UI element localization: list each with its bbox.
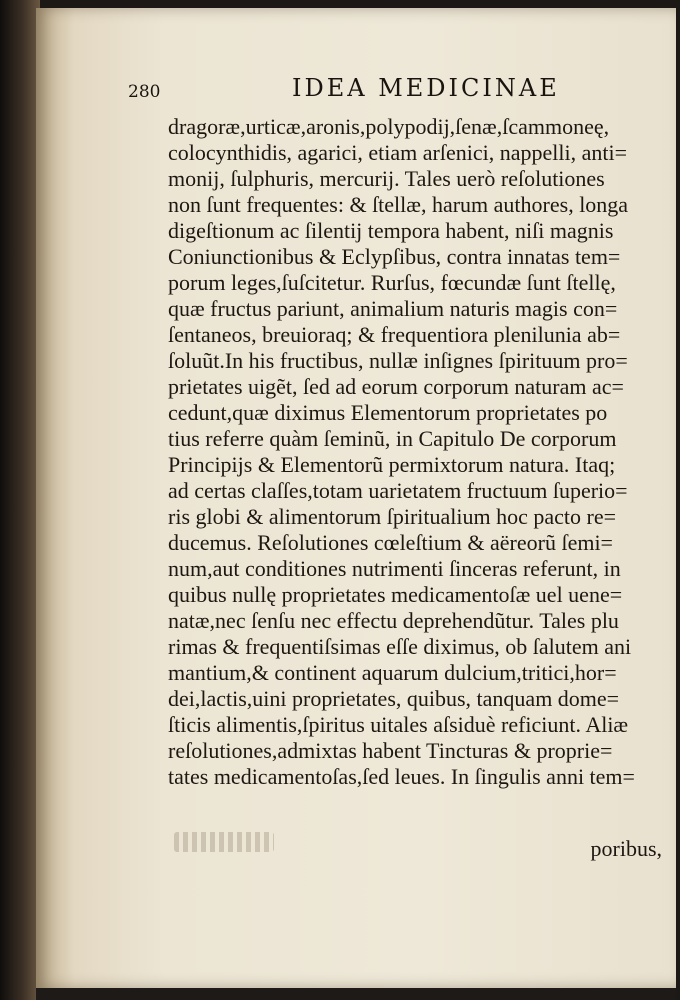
text-line: natæ,nec ſenſu nec effectu deprehendũtur. Tales plu bbox=[168, 608, 619, 633]
text-line: dragoræ,urticæ,aronis,polypodij,ſenæ,ſcammoneę, bbox=[168, 114, 610, 139]
text-line: monij, ſulphuris, mercurij. Tales uerò reſolutiones bbox=[168, 166, 605, 191]
text-line: Coniunctionibus & Eclypſibus, contra innatas tem= bbox=[168, 244, 621, 269]
page-number: 280 bbox=[128, 82, 161, 102]
text-line: tates medicamentoſas,ſed leues. In ſingulis anni tem= bbox=[168, 764, 635, 789]
running-head bbox=[128, 74, 668, 114]
text-line: ducemus. Reſolutiones cœleſtium & aëreorũ ſemi= bbox=[168, 530, 613, 555]
text-line: ſoluũt.In his fructibus, nullæ inſignes ſpirituum pro= bbox=[168, 348, 628, 373]
text-line: quibus nullę proprietates medicamentoſæ uel uene= bbox=[168, 582, 623, 607]
scan-bottom-edge bbox=[36, 988, 676, 1000]
catchword: poribus, bbox=[590, 836, 662, 861]
text-line: tius referre quàm ſeminũ, in Capitulo De corporum bbox=[168, 426, 617, 451]
text-line: ſticis alimentis,ſpiritus uitales aſsiduè reficiunt. Aliæ bbox=[168, 712, 629, 737]
book-spine-shadow bbox=[0, 0, 40, 1000]
text-line: porum leges,ſuſcitetur. Rurſus, fœcundæ ſunt ſtellę, bbox=[168, 270, 616, 295]
text-line: digeſtionum ac ſilentij tempora habent, niſi magnis bbox=[168, 218, 614, 243]
text-line: rimas & frequentiſsimas eſſe diximus, ob ſalutem ani bbox=[168, 634, 632, 659]
ink-bleed-through bbox=[174, 832, 274, 852]
body-text bbox=[168, 114, 680, 790]
text-line: colocynthidis, agarici, etiam arſenici, nappelli, anti= bbox=[168, 140, 627, 165]
text-line: Principijs & Elementorũ permixtorum natura. Itaq; bbox=[168, 452, 616, 477]
text-line: quæ fructus pariunt, animalium naturis magis con= bbox=[168, 296, 618, 321]
text-line: prietates uigẽt, ſed ad eorum corporum naturam ac= bbox=[168, 374, 624, 399]
text-line: non ſunt frequentes: & ſtellæ, harum authores, longa bbox=[168, 192, 629, 217]
text-line: cedunt,quæ diximus Elementorum proprietates po bbox=[168, 400, 608, 425]
text-line: ſentaneos, breuioraq; & frequentiora plenilunia ab= bbox=[168, 322, 621, 347]
text-line: dei,lactis,uini proprietates, quibus, tanquam dome= bbox=[168, 686, 620, 711]
text-line: ris globi & alimentorum ſpiritualium hoc pacto re= bbox=[168, 504, 617, 529]
page-paper bbox=[36, 8, 676, 988]
running-title: IDEA MEDICINAE bbox=[292, 74, 560, 102]
text-line: mantium,& continent aquarum dulcium,tritici,hor= bbox=[168, 660, 617, 685]
text-line: ad certas claſſes,totam uarietatem fructuum ſuperio= bbox=[168, 478, 628, 503]
text-line: num,aut conditiones nutrimenti ſinceras referunt, in bbox=[168, 556, 621, 581]
text-line: reſolutiones,admixtas habent Tincturas & proprie= bbox=[168, 738, 613, 763]
